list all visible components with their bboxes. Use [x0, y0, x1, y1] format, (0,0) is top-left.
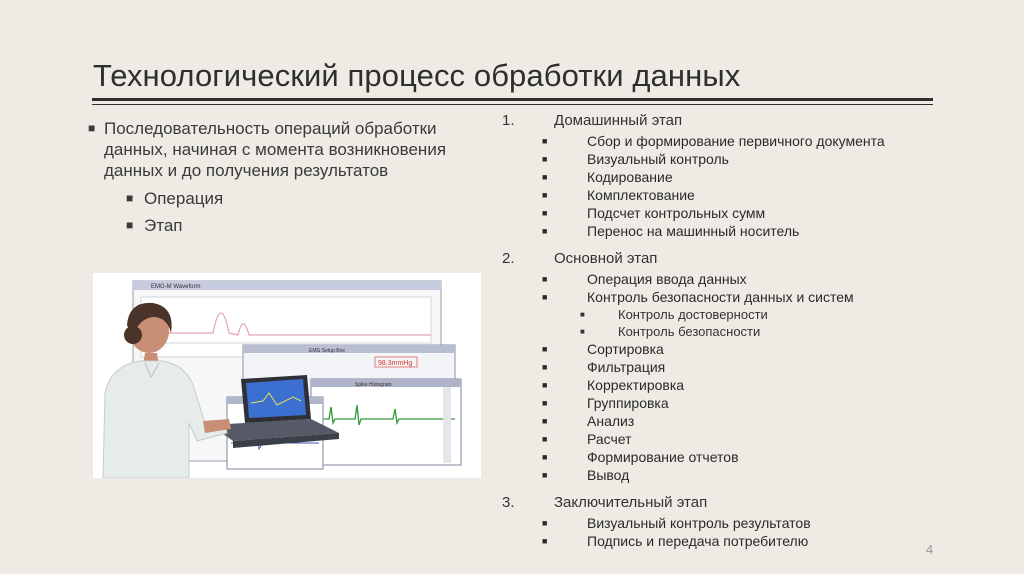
stage-item — [500, 376, 940, 394]
stage-item-label: Подсчет контрольных сумм — [587, 205, 766, 221]
title-rule-thick — [92, 98, 933, 101]
stage-subitem — [500, 323, 940, 340]
stage-title: Основной этап — [554, 250, 658, 267]
bullet-square-icon: ■ — [542, 434, 548, 444]
stage-item-label: Операция ввода данных — [587, 271, 747, 287]
stage-item — [500, 394, 940, 412]
bullet-square-icon: ■ — [126, 191, 134, 205]
stage-number: 2. — [502, 250, 515, 267]
bullet-square-icon: ■ — [580, 327, 585, 336]
bullet-square-icon: ■ — [542, 208, 548, 218]
stage-item-label: Формирование отчетов — [587, 449, 739, 465]
stage-item-label: Фильтрация — [587, 359, 666, 375]
definition-bullet — [88, 118, 488, 181]
bullet-square-icon: ■ — [542, 136, 548, 146]
bullet-square-icon: ■ — [580, 310, 585, 319]
slide-title: Технологический процесс обработки данных — [93, 58, 741, 93]
stage-item-label: Комплектование — [587, 187, 695, 203]
bullet-square-icon: ■ — [542, 226, 548, 236]
bullet-square-icon: ■ — [542, 154, 548, 164]
stage-item-label: Подпись и передача потребителю — [587, 533, 809, 549]
stage-item — [500, 222, 940, 240]
stage-item — [500, 514, 940, 532]
page-number: 4 — [926, 542, 934, 557]
bullet-square-icon: ■ — [126, 218, 134, 232]
bullet-square-icon: ■ — [542, 470, 548, 480]
stage-number: 1. — [502, 112, 515, 129]
stage-item — [500, 412, 940, 430]
stage-subitem-label: Контроль достоверности — [618, 307, 768, 322]
bullet-square-icon: ■ — [542, 172, 548, 182]
main-window-title: EMG-M Waveform — [151, 284, 201, 290]
bullet-square-icon: ■ — [542, 398, 548, 408]
setup-box-label: EMG Setup Box — [309, 348, 345, 354]
bullet-square-icon: ■ — [542, 292, 548, 302]
stage-item-label: Сортировка — [587, 341, 664, 357]
stage-item — [500, 466, 940, 484]
stage-item-label: Анализ — [587, 413, 635, 429]
definition-text: Последовательность операций обработки данных, начиная с момента возникновения данных и до получения результатов — [104, 119, 447, 180]
stage-item — [500, 288, 940, 306]
stage-item-label: Расчет — [587, 431, 632, 447]
stage-item-label: Визуальный контроль результатов — [587, 515, 811, 531]
spike-window-label: Spike Histogram — [355, 382, 392, 388]
bullet-square-icon: ■ — [542, 190, 548, 200]
stage-item — [500, 340, 940, 358]
bullet-square-icon: ■ — [542, 274, 548, 284]
definition-block — [88, 118, 488, 236]
stage-subitem-label: Контроль безопасности — [618, 324, 761, 339]
stage-item — [500, 132, 940, 150]
stage-item-label: Перенос на машинный носитель — [587, 223, 800, 239]
bullet-square-icon: ■ — [542, 518, 548, 528]
stage-item-label: Контроль безопасности данных и систем — [587, 289, 854, 305]
illustration-svg — [93, 273, 481, 478]
bullet-square-icon: ■ — [542, 362, 548, 372]
illustration-woman-at-laptop — [93, 273, 481, 478]
value-box-text: 98.3mmHg — [378, 360, 413, 367]
bullet-square-icon: ■ — [542, 452, 548, 462]
stage-item-label: Сбор и формирование первичного документа — [587, 133, 885, 149]
definition-subitem — [88, 215, 488, 236]
stage-number: 3. — [502, 494, 515, 511]
stage-item — [500, 532, 940, 550]
bullet-square-icon: ■ — [542, 416, 548, 426]
stage-heading — [500, 112, 940, 130]
definition-subitem-label: Этап — [144, 216, 183, 235]
stage-item — [500, 448, 940, 466]
stage-item — [500, 358, 940, 376]
stage-item — [500, 186, 940, 204]
stage-item-label: Корректировка — [587, 377, 685, 393]
stage-item-label: Визуальный контроль — [587, 151, 729, 167]
stage-subitem — [500, 306, 940, 323]
definition-subitem — [88, 188, 488, 209]
bullet-square-icon: ■ — [542, 344, 548, 354]
title-rule-thin — [92, 104, 933, 105]
stage-title: Заключительный этап — [554, 494, 708, 511]
stage-item-label: Вывод — [587, 467, 630, 483]
stage-item-label: Группировка — [587, 395, 669, 411]
process-stages-list — [500, 112, 940, 550]
stage-heading — [500, 250, 940, 268]
bullet-square-icon: ■ — [542, 536, 548, 546]
bullet-square-icon: ■ — [542, 380, 548, 390]
stage-item — [500, 150, 940, 168]
stages-container — [500, 112, 940, 550]
stage-item — [500, 430, 940, 448]
bullet-square-icon: ■ — [88, 121, 96, 135]
stage-item — [500, 168, 940, 186]
definition-subitem-label: Операция — [144, 189, 224, 208]
stage-title: Домашинный этап — [554, 112, 683, 129]
stage-item-label: Кодирование — [587, 169, 673, 185]
stage-item — [500, 204, 940, 222]
stage-item — [500, 270, 940, 288]
stage-heading — [500, 494, 940, 512]
